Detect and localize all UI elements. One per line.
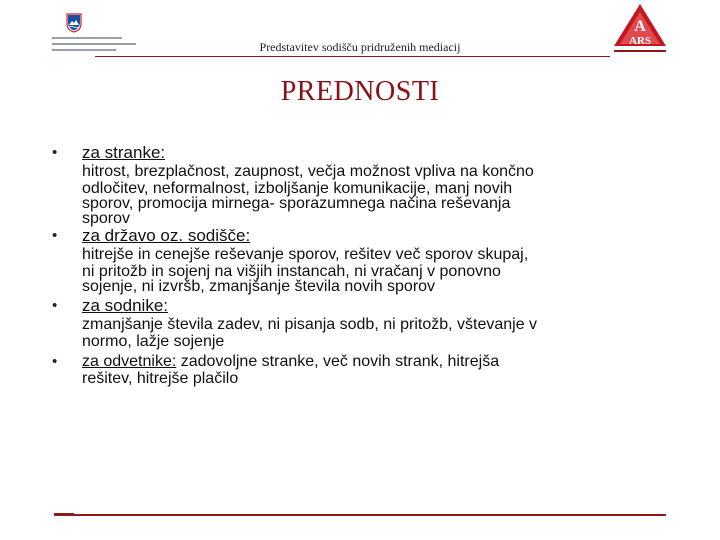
bullet-icon: •	[52, 353, 58, 370]
coat-of-arms-icon	[66, 13, 82, 33]
item-heading: za stranke:	[82, 143, 166, 162]
item-text-line: sojenje, ni izvršb, zmanjšanje števila novih sporov	[82, 278, 436, 295]
footer-accent	[54, 513, 74, 516]
item-text-line: ni pritožb in sojenj na višjih instancah, ni vračanj v ponovno	[82, 263, 501, 280]
bullet-icon: •	[52, 227, 58, 244]
item-heading: za sodnike:	[82, 296, 168, 315]
list-item	[52, 226, 672, 294]
bullet-icon: •	[52, 297, 58, 314]
item-text-line: hitrost, brezplačnost, zaupnost, večja možnost vpliva na končno	[82, 163, 534, 180]
slide-title: PREDNOSTI	[280, 76, 440, 107]
list-item	[52, 352, 672, 386]
bullet-list	[52, 143, 672, 386]
item-text-line: sporov, promocija mirnega- sporazumnega načina reševanja	[82, 195, 511, 212]
item-heading: za odvetnike:	[82, 353, 177, 370]
item-text-line: sporov	[82, 210, 131, 227]
list-item	[52, 143, 672, 226]
ars-logo-text: ARS	[628, 35, 652, 47]
list-item	[52, 296, 672, 349]
item-text-line: odločitev, neformalnost, izboljšanje komunikacije, manj novih	[82, 180, 513, 197]
header-divider	[95, 56, 610, 57]
presentation-subtitle: Predstavitev sodišču pridruženih mediacij	[259, 40, 461, 54]
bullet-icon: •	[52, 144, 58, 161]
item-text-line: hitrejše in cenejše reševanje sporov, rešitev več sporov skupaj,	[82, 246, 529, 263]
item-text-line: zmanjšanje števila zadev, ni pisanja sodb, ni pritožb, vštevanje v	[82, 316, 538, 333]
item-text-inline: zadovoljne stranke, več novih strank, hitrejša	[176, 353, 500, 370]
government-logo	[52, 13, 142, 55]
item-heading: za državo oz. sodišče:	[82, 226, 251, 245]
ars-logo	[610, 2, 670, 58]
footer-divider	[54, 514, 666, 516]
item-text-line: normo, lažje sojenje	[82, 333, 225, 350]
svg-text:A: A	[634, 18, 646, 35]
item-text-line: rešitev, hitrejše plačilo	[82, 370, 239, 387]
